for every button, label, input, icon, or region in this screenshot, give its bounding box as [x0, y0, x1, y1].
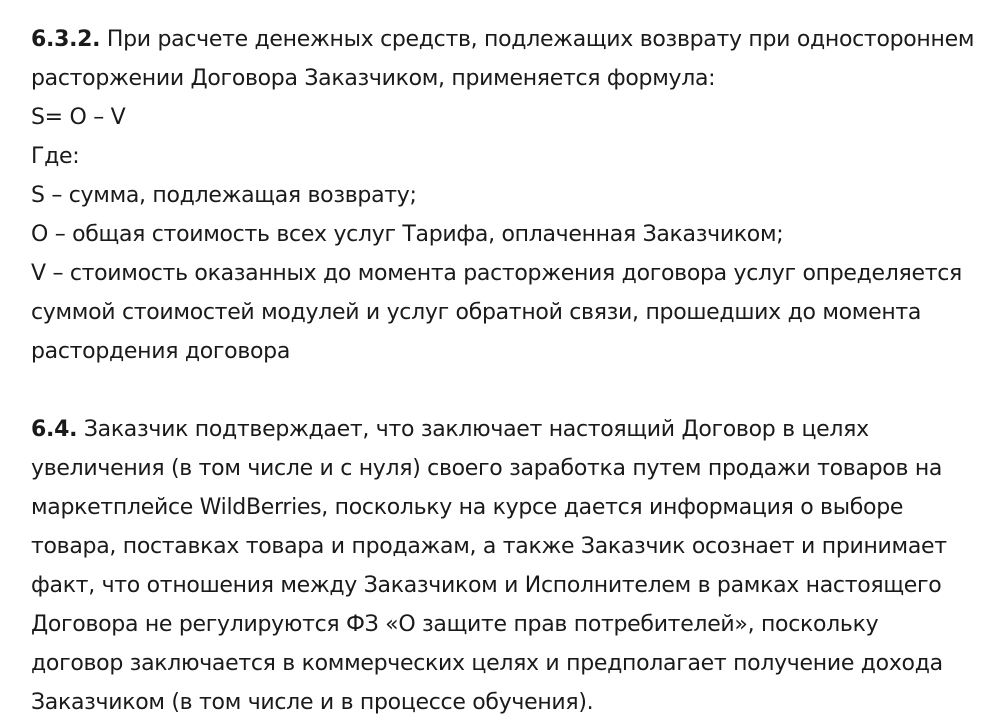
- paragraph-line: Заказчиком (в том числе и в процессе обучения).: [31, 690, 594, 715]
- paragraph-line: договор заключается в коммерческих целях и предполагает получение дохода: [31, 651, 943, 676]
- paragraph-line: товара, поставках товара и продажам, а также Заказчик осознает и принимает: [31, 534, 947, 559]
- section-first-line: [31, 20, 986, 59]
- section-number: 6.4.: [31, 417, 78, 442]
- paragraph-text: При расчете денежных средств, подлежащих возврату при одностороннем: [100, 27, 975, 52]
- section-first-line: [31, 410, 986, 449]
- paragraph-line: растордения договора: [31, 339, 290, 364]
- paragraph-line: факт, что отношения между Заказчиком и Исполнителем в рамках настоящего: [31, 573, 942, 598]
- paragraph-line: расторжении Договора Заказчиком, применяется формула:: [31, 66, 716, 91]
- definition-line: O – общая стоимость всех услуг Тарифа, оплаченная Заказчиком;: [31, 222, 784, 247]
- paragraph-line: Где:: [31, 144, 80, 169]
- paragraph-text: Заказчик подтверждает, что заключает настоящий Договор в целях: [77, 417, 869, 442]
- paragraph-line: маркетплейсе WildBerries, поскольку на курсе дается информация о выборе: [31, 495, 904, 520]
- section-6-3-2: [31, 20, 986, 371]
- paragraph-line: увеличения (в том числе и с нуля) своего заработка путем продажи товаров на: [31, 456, 943, 481]
- definition-line: S – сумма, подлежащая возврату;: [31, 183, 417, 208]
- section-6-4: [31, 410, 986, 722]
- document-body: [31, 20, 986, 722]
- paragraph-line: суммой стоимостей модулей и услуг обратной связи, прошедших до момента: [31, 300, 922, 325]
- section-number: 6.3.2.: [31, 27, 101, 52]
- formula-line: S= O – V: [31, 105, 126, 130]
- definition-line: V – стоимость оказанных до момента расторжения договора услуг определяется: [31, 261, 962, 286]
- paragraph-line: Договора не регулируются ФЗ «О защите прав потребителей», поскольку: [31, 612, 879, 637]
- paragraph-spacer: [31, 371, 986, 410]
